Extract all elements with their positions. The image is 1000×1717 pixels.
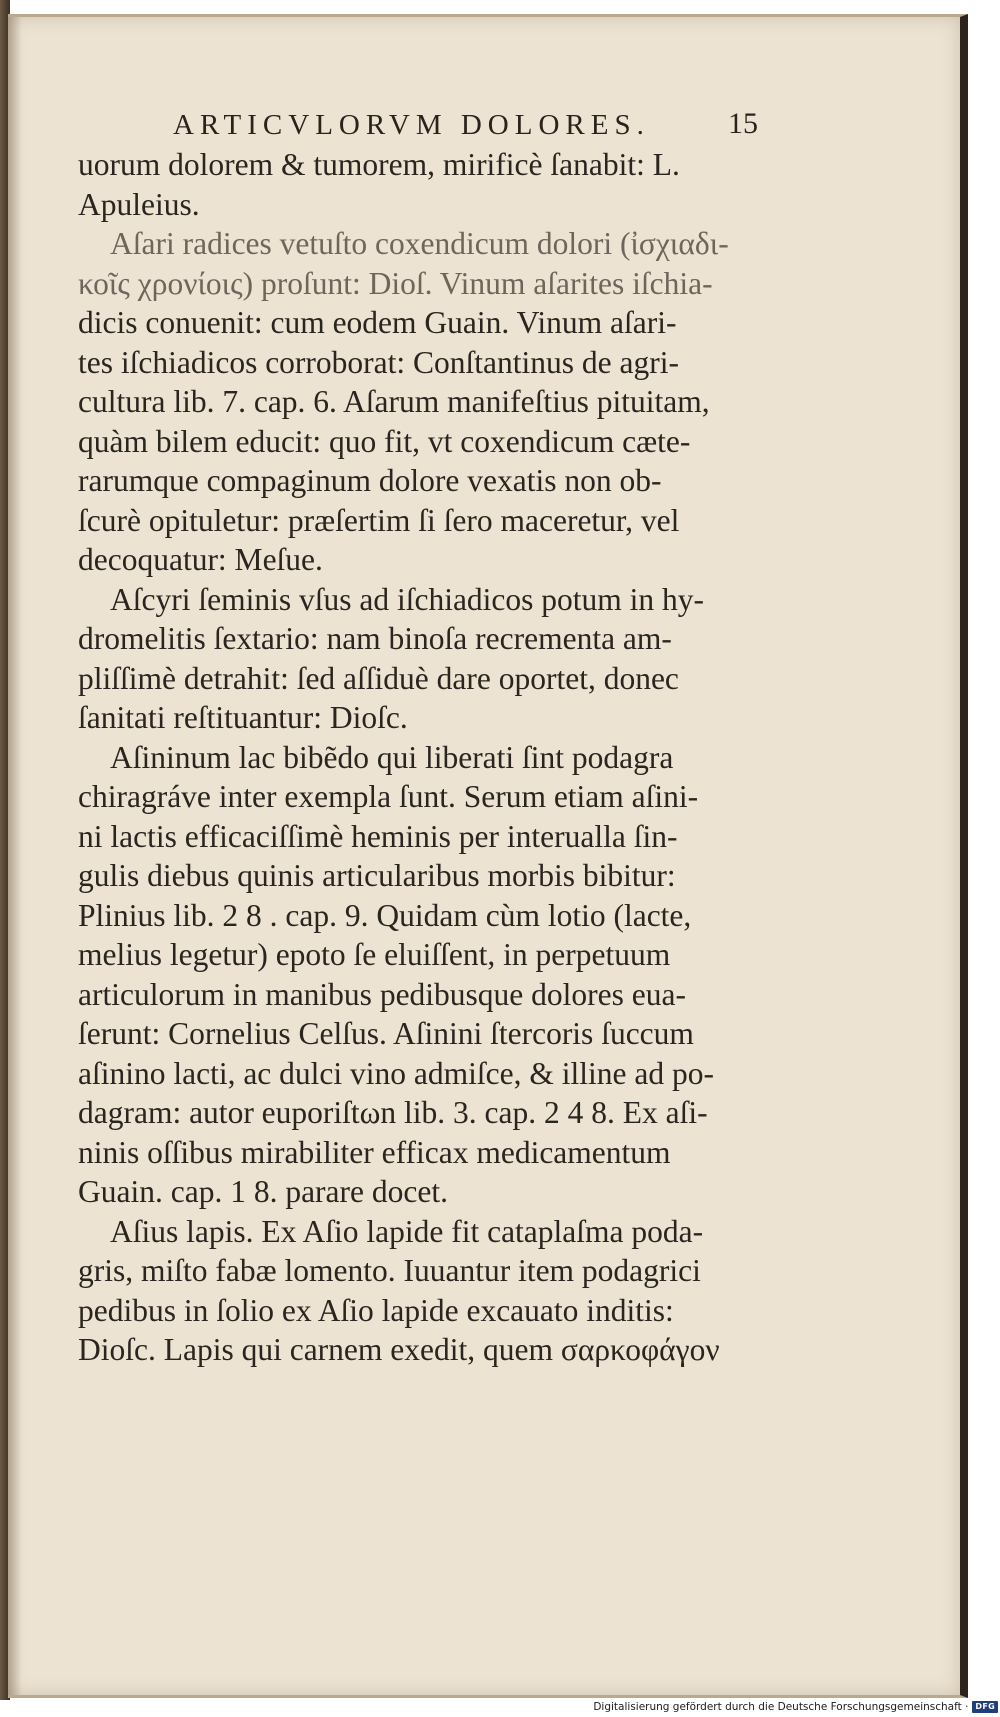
text-line: gulis diebus quinis articularibus morbis bibitur:: [78, 858, 676, 893]
running-title: ARTICVLORVM DOLORES.: [173, 109, 650, 141]
text-line: Dioſc. Lapis qui carnem exedit, quem σαρκοφάγον: [78, 1332, 720, 1367]
text-line: tes iſchiadicos corroborat: Conſtantinus de agri-: [78, 344, 679, 380]
text-line: chiragráve inter exempla ſunt. Serum etiam aſini-: [78, 779, 699, 814]
text-line: Aſcyri ſeminis vſus ad iſchiadicos potum in hy-: [110, 581, 705, 617]
credit-text: Digitalisierung gefördert durch die Deutsche Forschungsgemeinschaft: [593, 1701, 962, 1713]
text-line: decoquatur: Meſue.: [78, 542, 323, 577]
digitization-credit: [593, 1699, 998, 1715]
text-line: articulorum in manibus pedibusque dolores eua-: [78, 976, 686, 1012]
text-line: melius legetur) epoto ſe eluiſſent, in perpetuum: [78, 937, 671, 972]
text-line: ſanitati reſtituantur: Dioſc.: [78, 700, 408, 735]
text-line: dicis conuenit: cum eodem Guain. Vinum aſari-: [78, 305, 677, 340]
text-line: Apuleius.: [78, 186, 200, 222]
text-line: pliſſimè detrahit: ſed aſſiduè dare oportet, donec: [78, 660, 679, 696]
dfg-logo-icon: DFG: [972, 1701, 998, 1713]
text-line: dagram: autor euporiſtωn lib. 3. cap. 2 4 8. Ex aſi-: [78, 1095, 708, 1130]
text-line: ni lactis efficaciſſimè heminis per interualla ſin-: [78, 818, 678, 854]
book-page: [8, 14, 968, 1698]
text-line: ſerunt: Cornelius Celſus. Aſinini ſtercoris ſuccum: [78, 1016, 694, 1051]
text-line: ſcurè opituletur: præſertim ſi ſero maceretur, vel: [78, 502, 680, 538]
text-line: uorum dolorem & tumorem, mirificè ſanabit: L.: [78, 147, 680, 182]
text-line: Aſius lapis. Ex Aſio lapide fit cataplaſma poda-: [110, 1213, 704, 1249]
page-number: 15: [728, 107, 758, 140]
page-body-text: [78, 145, 778, 1370]
text-line: gris, miſto fabæ lomento. Iuuantur item podagrici: [78, 1253, 701, 1288]
text-line: cultura lib. 7. cap. 6. Aſarum manifeſtius pituitam,: [78, 384, 710, 419]
separator: ·: [961, 1701, 969, 1713]
text-line: Aſari radices vetuſto coxendicum dolori (ἰσχιαδι-: [110, 226, 729, 261]
text-line: rarumque compaginum dolore vexatis non ob-: [78, 463, 662, 498]
text-line: κοῖς χρονίοις) proſunt: Dioſ. Vinum aſarites iſchia-: [78, 265, 713, 301]
text-line: pedibus in ſolio ex Aſio lapide excauato inditis:: [78, 1292, 674, 1328]
text-line: dromelitis ſextario: nam binoſa recrementa am-: [78, 621, 672, 656]
text-line: quàm bilem educit: quo fit, vt coxendicum cæte-: [78, 423, 691, 459]
text-line: Guain. cap. 1 8. parare docet.: [78, 1174, 448, 1209]
text-line: aſinino lacti, ac dulci vino admiſce, & illine ad po-: [78, 1055, 714, 1091]
text-line: ninis oſſibus mirabiliter efficax medicamentum: [78, 1134, 671, 1170]
text-line: Aſininum lac bibẽdo qui liberati ſint podagra: [110, 739, 674, 775]
text-line: Plinius lib. 2 8 . cap. 9. Quidam cùm lotio (lacte,: [78, 897, 692, 933]
